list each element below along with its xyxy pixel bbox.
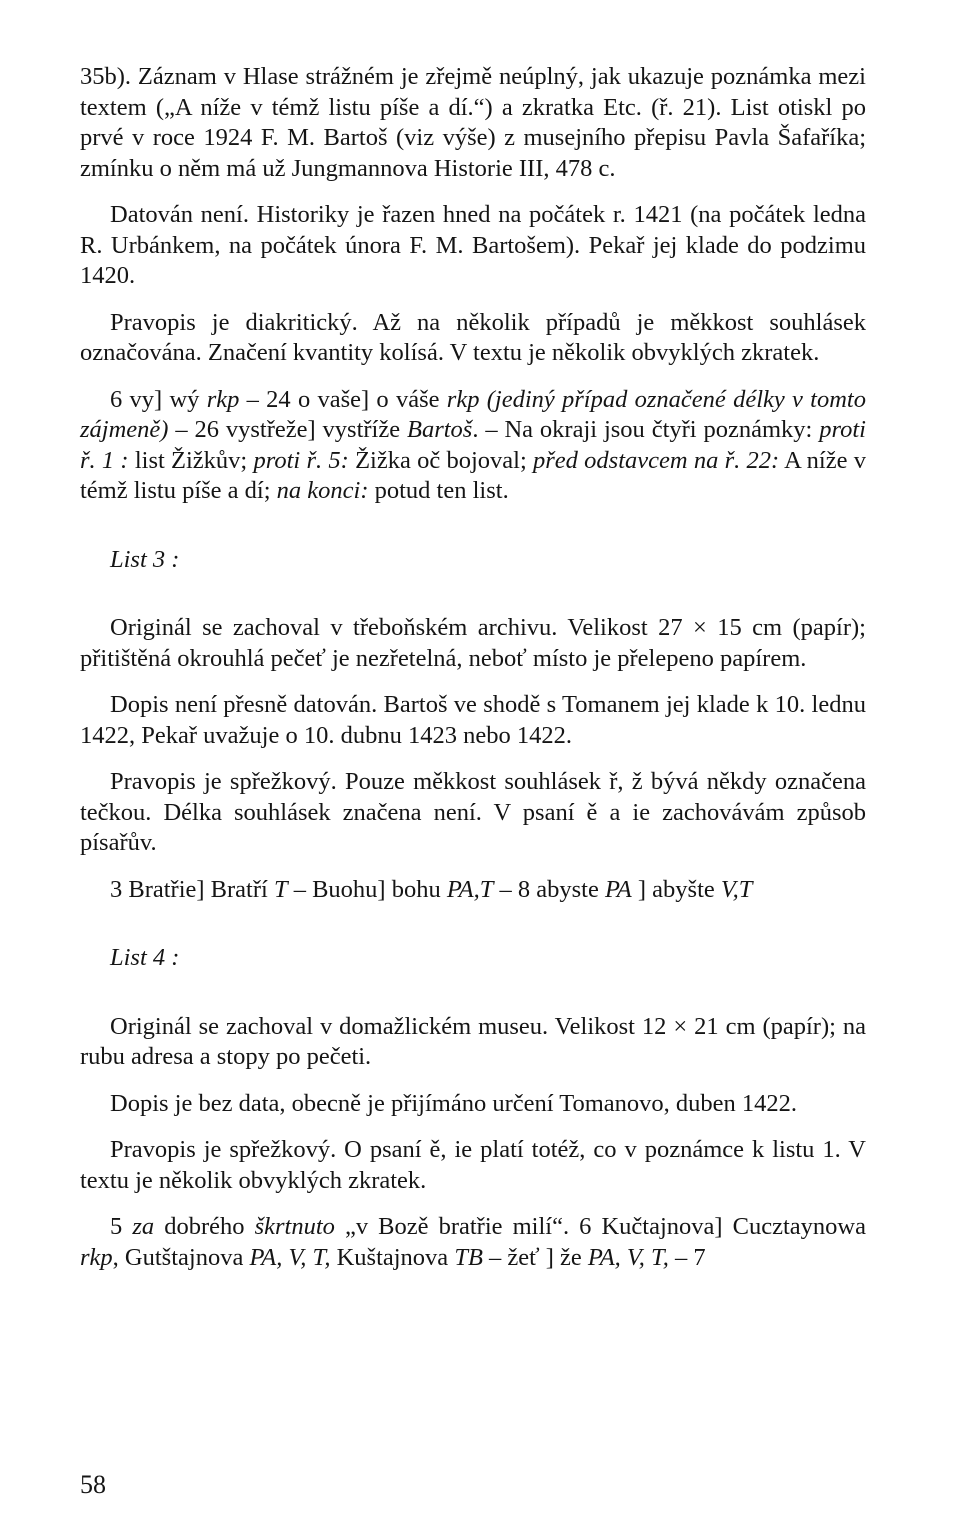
- text-run: 3 Bratřie] Bratří: [110, 875, 274, 903]
- italic-run: rkp: [206, 385, 240, 413]
- paragraph-orthography-list3: Pravopis je spřežkový. Pouze měkkost souhlásek ř, ž bývá někdy označena tečkou. Délka souhlásek značena není. V psaní ě a ie zachovávám způsob písařův.: [80, 768, 866, 856]
- italic-run: PA, V, T,: [587, 1243, 669, 1271]
- heading-list-3: List 3 :: [110, 545, 180, 573]
- paragraph-intro: 35b). Záznam v Hlase strážném je zřejmě neúplný, jak ukazuje poznámka mezi textem („A níže v témž listu píše a dí.“) a zkratka Etc. (ř. 21). List otiskl po prvé v roce 1924 F. M. Bartoš (viz výše) z musejního přepisu Pavla Šafaříka; zmínku o něm má už Jungmannova Historie III, 478 c.: [80, 63, 866, 182]
- italic-run: rkp: [446, 385, 480, 413]
- page-body: [80, 62, 866, 1289]
- text-run: – 24 o vaše] o váše: [239, 385, 447, 413]
- text-run: list Žižkův;: [128, 446, 254, 474]
- italic-run: před odstavcem na ř. 22:: [533, 446, 780, 474]
- paragraph-orthography-list4: Pravopis je spřežkový. O psaní ě, ie platí totéž, co v poznámce k listu 1. V textu je několik obvyklých zkratek.: [80, 1136, 866, 1194]
- italic-run: PA, V, T,: [249, 1243, 331, 1271]
- italic-run: proti ř. 5:: [253, 446, 349, 474]
- text-run: ] abyšte: [631, 875, 721, 903]
- paragraph-original-list4: Originál se zachoval v domažlickém museu. Velikost 12 × 21 cm (papír); na rubu adresa a stopy po pečeti.: [80, 1012, 866, 1070]
- text-run: – žeť ] že: [482, 1243, 588, 1271]
- italic-run: za: [132, 1213, 155, 1240]
- italic-run: rkp: [80, 1243, 113, 1271]
- text-run: 5: [110, 1213, 133, 1240]
- text-run: – Buohu] bohu: [287, 875, 447, 903]
- italic-run: na konci:: [276, 477, 369, 504]
- text-run: dobrého: [154, 1213, 255, 1240]
- italic-run: T: [273, 875, 288, 903]
- paragraph-variants-list3: [80, 875, 866, 906]
- text-run: potud ten list.: [368, 477, 509, 504]
- paragraph-variants-list2: [80, 385, 866, 507]
- text-run: – 26 vystřeže] vystříže: [168, 416, 407, 443]
- italic-run: Bartoš: [406, 416, 473, 443]
- italic-run: proti ř. 1 :: [80, 416, 866, 474]
- text-run: 6 vy] wý: [110, 385, 200, 413]
- text-run: A níže v témž listu píše a dí;: [80, 446, 866, 504]
- paragraph-dating: Datován není. Historiky je řazen hned na počátek r. 1421 (na počátek ledna R. Urbánkem, na počátek února F. M. Bartošem). Pekař jej klade do podzimu 1420.: [80, 201, 866, 289]
- italic-run: (jediný případ označené délky v tomto zájmeně): [80, 385, 866, 443]
- page-number: 58: [80, 1470, 106, 1499]
- paragraph-dating-list3: Dopis není přesně datován. Bartoš ve shodě s Tomanem jej klade k 10. lednu 1422, Pekař uvažuje o 10. dubnu 1423 nebo 1422.: [80, 691, 866, 749]
- italic-run: PA: [604, 875, 632, 903]
- italic-run: škrtnuto: [254, 1213, 335, 1240]
- text-run: Žižka oč bojoval;: [348, 446, 534, 474]
- text-run: . – Na okraji jsou čtyři poznámky:: [472, 416, 820, 443]
- italic-run: V,T: [720, 875, 753, 903]
- paragraph-dating-list4: Dopis je bez data, obecně je přijímáno určení Tomanovo, duben 1422.: [110, 1089, 798, 1117]
- paragraph-variants-list4: [80, 1212, 866, 1273]
- heading-list-4: List 4 :: [110, 944, 180, 971]
- text-run: – 8 abyste: [493, 875, 605, 903]
- text-run: , Gutštajnova: [112, 1243, 250, 1271]
- paragraph-original-list3: Originál se zachoval v třeboňském archivu. Velikost 27 × 15 cm (papír); přitištěná okrouhlá pečeť je nezřetelná, neboť místo je přelepeno papírem.: [80, 614, 866, 672]
- text-run: „v Bozě bratřie milí“. 6 Kučtajnova] Cucztaynowa: [334, 1213, 866, 1240]
- text-run: – 7: [668, 1243, 706, 1271]
- italic-run: PA,T: [446, 875, 494, 903]
- paragraph-orthography: Pravopis je diakritický. Až na několik případů je měkkost souhlásek označována. Značení kvantity kolísá. V textu je několik obvyklých zkratek.: [80, 308, 866, 366]
- text-run: Kuštajnova: [330, 1243, 455, 1271]
- italic-run: TB: [454, 1243, 483, 1271]
